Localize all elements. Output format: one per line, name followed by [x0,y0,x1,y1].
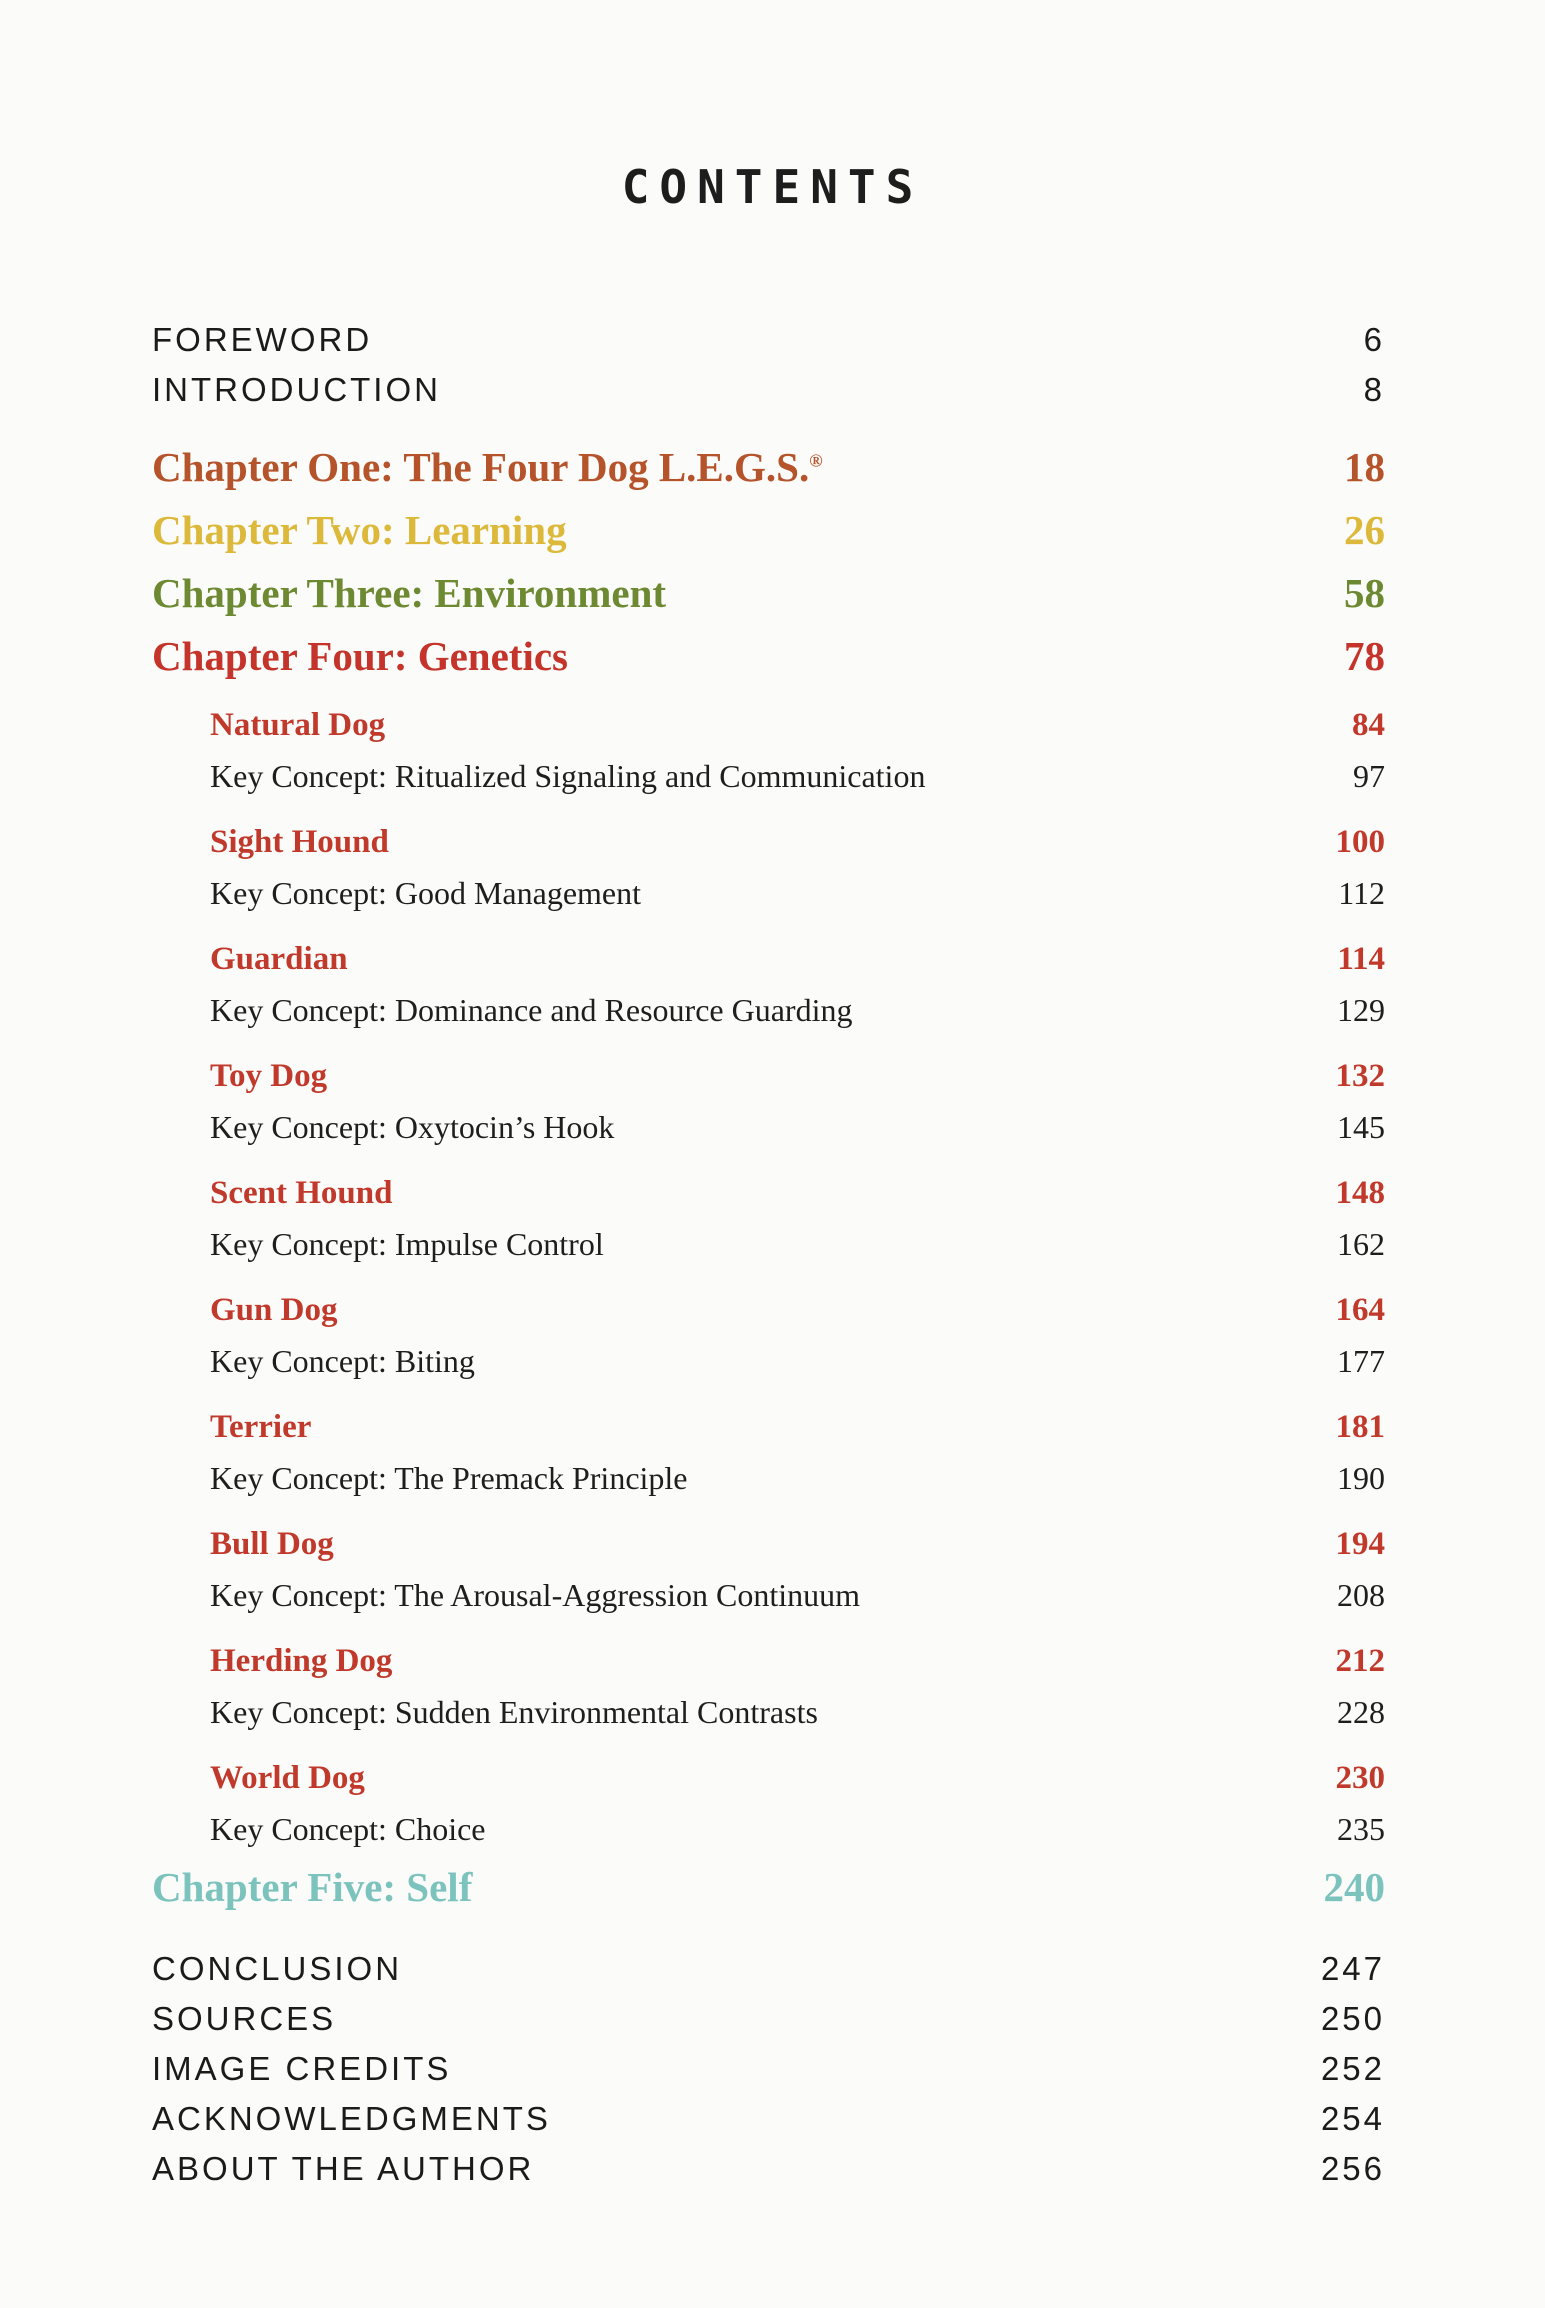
toc-entry-page: 252 [1320,2050,1385,2087]
toc-section-natural-dog[interactable] [0,700,1545,750]
key-concept-label: Key Concept: Sudden Environmental Contrasts [210,1694,818,1730]
section-page: 132 [1335,1058,1385,1094]
key-concept-label: Key Concept: Ritualized Signaling and Communication [210,758,926,794]
section-label: Toy Dog [210,1058,328,1094]
chapter-page: 18 [1344,444,1385,490]
chapter-label: Chapter Three: Environment [152,570,667,616]
toc-entry-label: SOURCES [152,2000,337,2037]
toc-section-sight-hound[interactable] [0,817,1545,867]
section-label: Scent Hound [210,1175,393,1211]
chapter-label: Chapter One: The Four Dog L.E.G.S.® [152,444,823,490]
toc-entry-label: ABOUT THE AUTHOR [152,2150,535,2187]
toc-section-terrier[interactable] [0,1402,1545,1452]
toc-entry-label: FOREWORD [152,321,373,358]
key-concept-page: 97 [1353,758,1385,794]
chapter-label: Chapter Two: Learning [152,507,567,553]
key-concept-label: Key Concept: Good Management [210,875,641,911]
toc-key-concept[interactable] [0,985,1545,1035]
chapter-page: 26 [1344,507,1385,553]
toc-entry-sources[interactable] [0,1994,1545,2044]
toc-key-concept[interactable] [0,751,1545,801]
toc-key-concept[interactable] [0,1687,1545,1737]
section-page: 114 [1337,941,1385,977]
section-label: Guardian [210,941,348,977]
key-concept-page: 228 [1337,1694,1385,1730]
chapter-page: 58 [1344,570,1385,616]
toc-entry-label: ACKNOWLEDGMENTS [152,2100,551,2137]
toc-entry-conclusion[interactable] [0,1944,1545,1994]
toc-key-concept[interactable] [0,1102,1545,1152]
toc-chapter-five[interactable] [0,1862,1545,1912]
toc-entry-page: 6 [1363,321,1385,358]
section-page: 181 [1335,1409,1385,1445]
section-page: 84 [1352,707,1385,743]
toc-entry-introduction[interactable] [0,365,1545,415]
toc-key-concept[interactable] [0,1219,1545,1269]
section-label: Gun Dog [210,1292,338,1328]
key-concept-label: Key Concept: Choice [210,1811,486,1847]
toc-key-concept[interactable] [0,1336,1545,1386]
toc-section-bull-dog[interactable] [0,1519,1545,1569]
toc-section-guardian[interactable] [0,934,1545,984]
key-concept-label: Key Concept: The Arousal-Aggression Continuum [210,1577,860,1613]
toc-entry-page: 8 [1363,371,1385,408]
key-concept-label: Key Concept: Impulse Control [210,1226,604,1262]
toc-entry-page: 247 [1320,1950,1385,1987]
section-label: Natural Dog [210,707,386,743]
section-page: 212 [1335,1643,1385,1679]
key-concept-label: Key Concept: Biting [210,1343,475,1379]
toc-entry-acknowledgments[interactable] [0,2094,1545,2144]
section-label: Terrier [210,1409,312,1445]
page-title: CONTENTS [621,160,924,214]
toc-entry-page: 256 [1320,2150,1385,2187]
section-page: 148 [1335,1175,1385,1211]
key-concept-page: 112 [1338,875,1385,911]
toc-section-toy-dog[interactable] [0,1051,1545,1101]
key-concept-label: Key Concept: Oxytocin’s Hook [210,1109,615,1145]
key-concept-page: 162 [1337,1226,1385,1262]
chapter-page: 240 [1323,1864,1385,1910]
toc-entry-about-the-author[interactable] [0,2144,1545,2194]
key-concept-page: 145 [1337,1109,1385,1145]
section-page: 164 [1335,1292,1385,1328]
toc-entry-label: CONCLUSION [152,1950,403,1987]
section-label: Herding Dog [210,1643,393,1679]
toc-key-concept[interactable] [0,1804,1545,1854]
section-label: Bull Dog [210,1526,334,1562]
key-concept-label: Key Concept: Dominance and Resource Guarding [210,992,853,1028]
section-page: 100 [1335,824,1385,860]
toc-entry-image-credits[interactable] [0,2044,1545,2094]
toc-chapter-one[interactable] [0,442,1545,492]
chapter-label: Chapter Four: Genetics [152,633,569,679]
toc-entry-page: 254 [1320,2100,1385,2137]
toc-entry-label: INTRODUCTION [152,371,441,408]
chapter-page: 78 [1344,633,1385,679]
toc-key-concept[interactable] [0,1453,1545,1503]
toc-chapter-four[interactable] [0,631,1545,681]
section-label: World Dog [210,1760,365,1796]
toc-section-world-dog[interactable] [0,1753,1545,1803]
section-label: Sight Hound [210,824,389,860]
toc-entry-foreword[interactable] [0,315,1545,365]
key-concept-page: 208 [1337,1577,1385,1613]
registered-mark: ® [809,450,823,471]
toc-key-concept[interactable] [0,868,1545,918]
chapter-label: Chapter Five: Self [152,1864,473,1910]
key-concept-page: 190 [1337,1460,1385,1496]
toc-section-herding-dog[interactable] [0,1636,1545,1686]
section-page: 194 [1335,1526,1385,1562]
key-concept-page: 129 [1337,992,1385,1028]
toc-section-gun-dog[interactable] [0,1285,1545,1335]
key-concept-page: 177 [1337,1343,1385,1379]
toc-section-scent-hound[interactable] [0,1168,1545,1218]
toc-entry-page: 250 [1320,2000,1385,2037]
key-concept-page: 235 [1337,1811,1385,1847]
toc-chapter-three[interactable] [0,568,1545,618]
section-page: 230 [1335,1760,1385,1796]
toc-entry-label: IMAGE CREDITS [152,2050,452,2087]
toc-chapter-two[interactable] [0,505,1545,555]
key-concept-label: Key Concept: The Premack Principle [210,1460,688,1496]
toc-key-concept[interactable] [0,1570,1545,1620]
